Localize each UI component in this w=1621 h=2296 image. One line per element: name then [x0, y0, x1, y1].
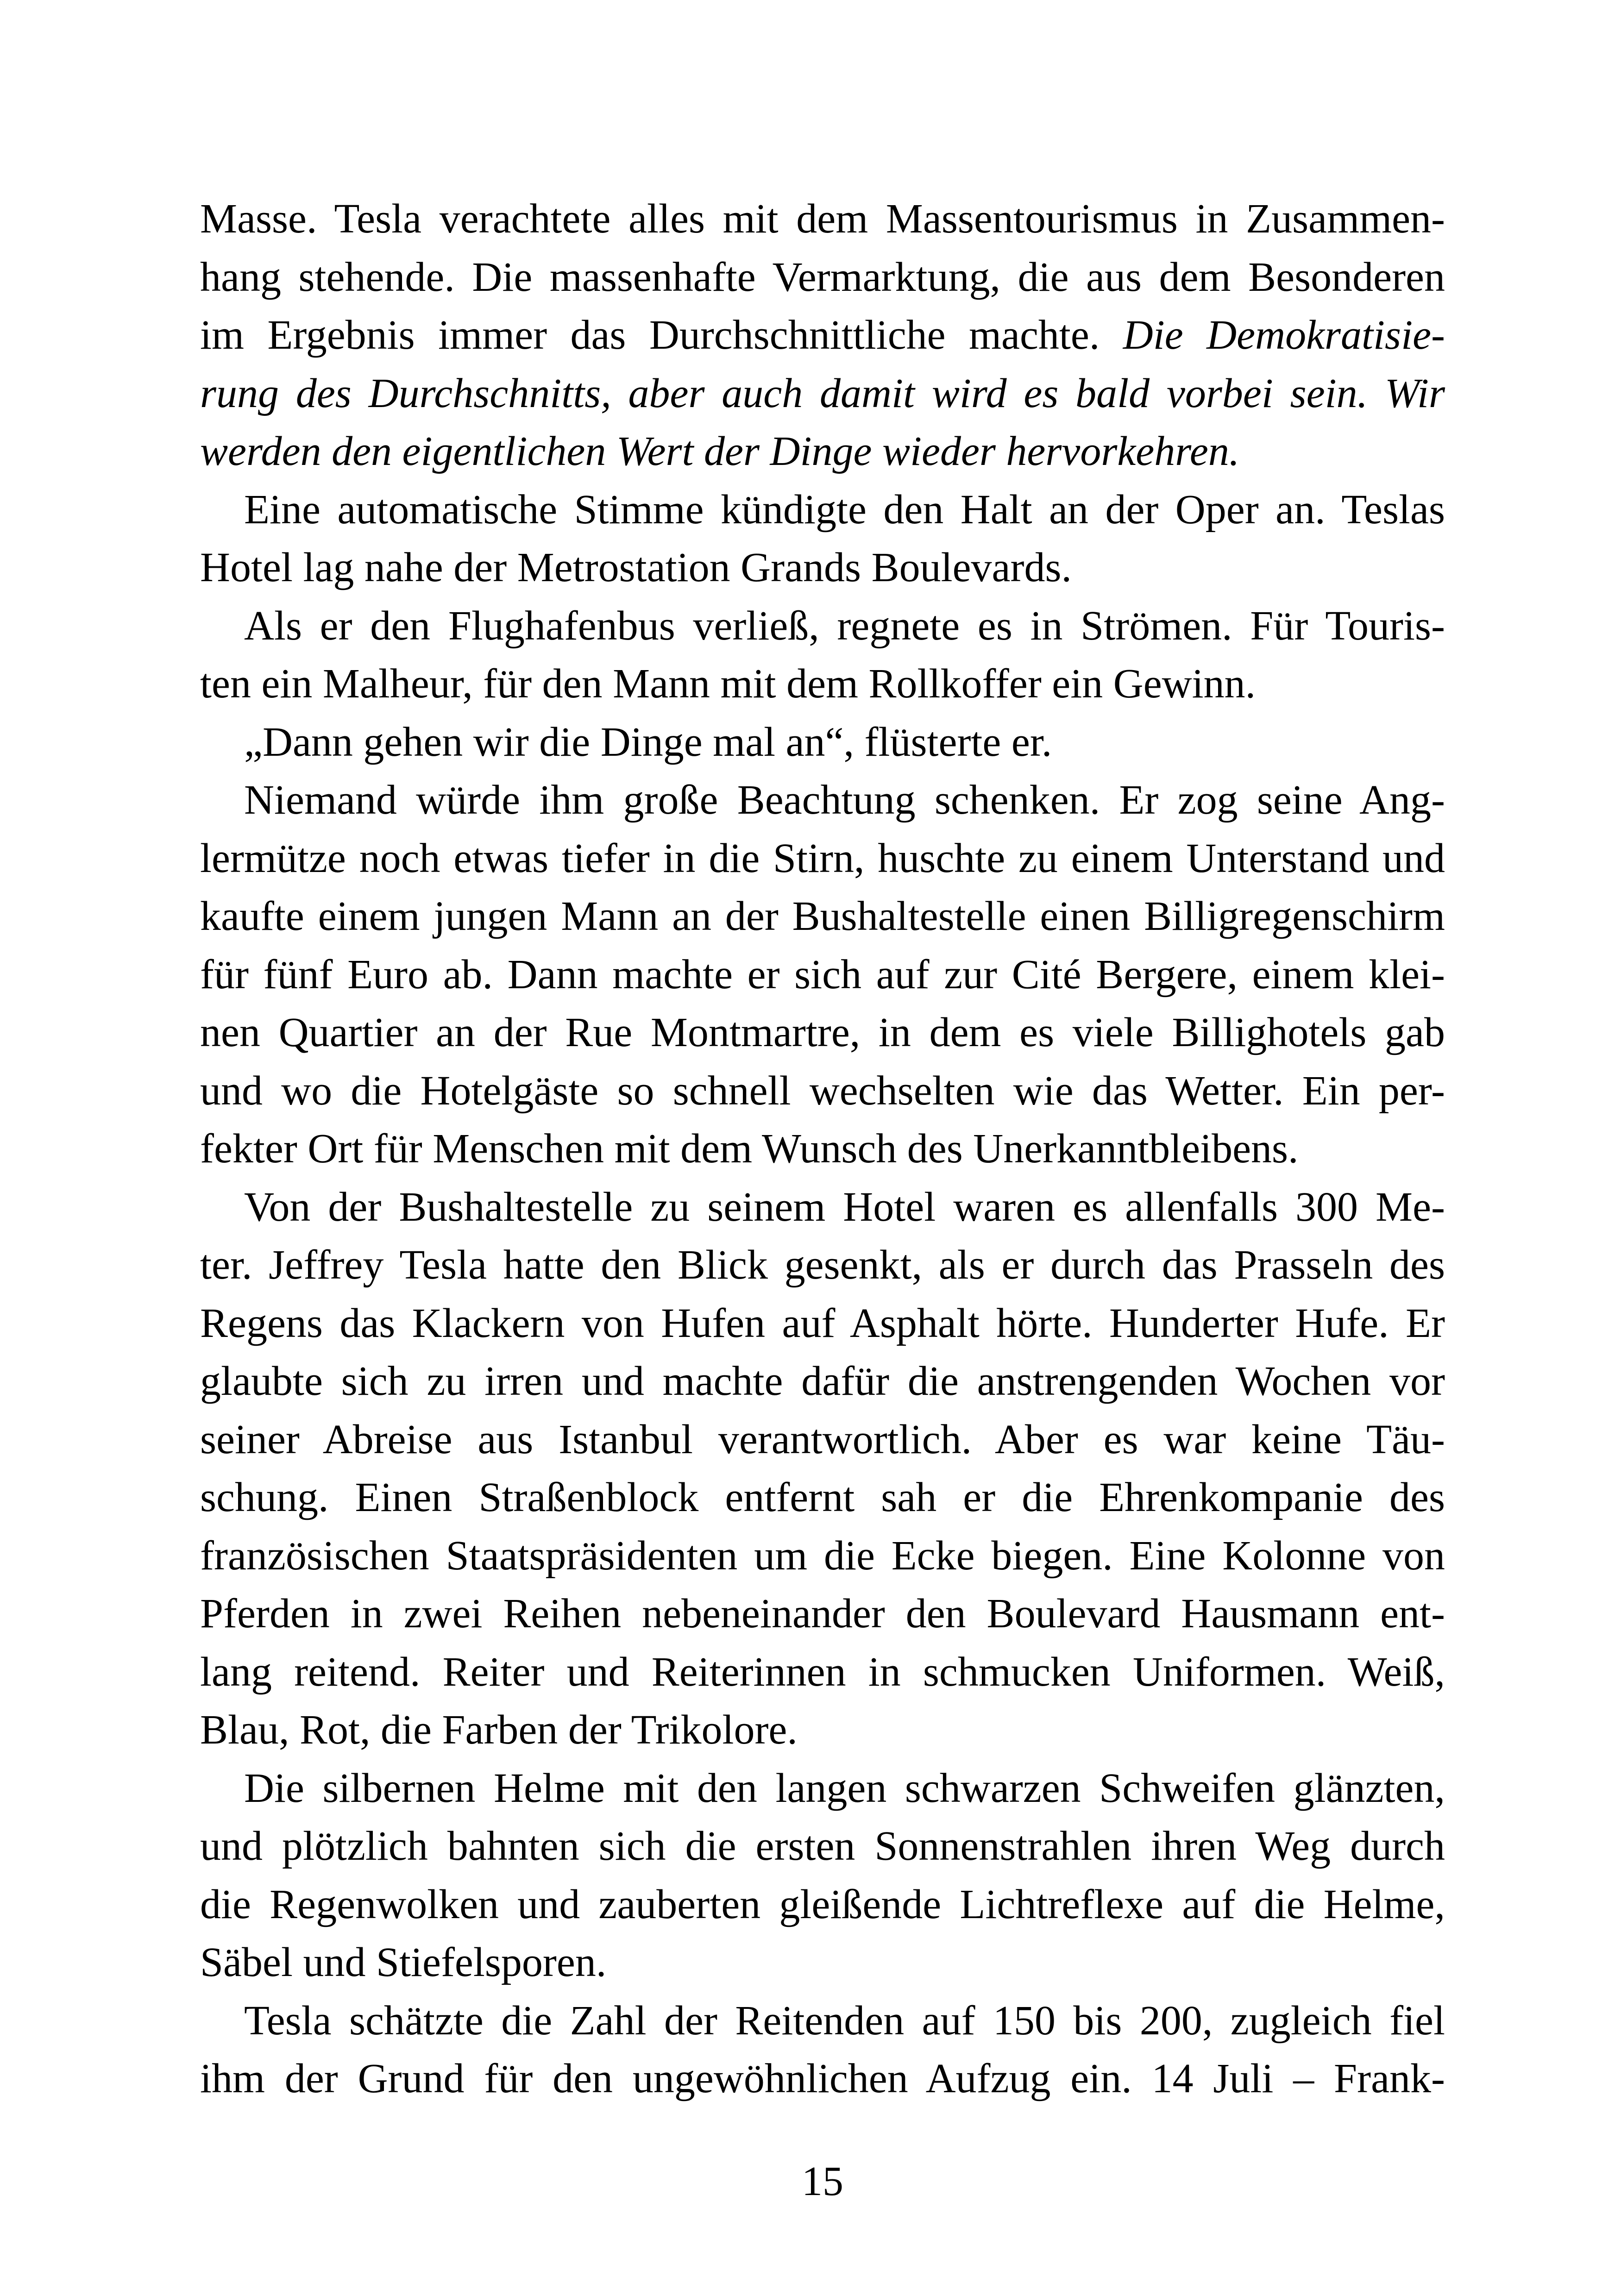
text-segment: ten ein Malheur, für den Mann mit dem Rollkoffer ein Gewinn. — [200, 661, 1256, 707]
text-segment: nen Quartier an der Rue Montmartre, in dem es viele Billighotels gab — [200, 1010, 1445, 1055]
text-segment: ihm der Grund für den ungewöhnlichen Aufzug ein. 14 Juli – Frank- — [200, 2056, 1445, 2102]
text-segment: für fünf Euro ab. Dann machte er sich auf zur Cité Bergere, einem klei- — [200, 951, 1445, 997]
text-line — [200, 1062, 1445, 1120]
text-segment: und plötzlich bahnten sich die ersten Sonnenstrahlen ihren Weg durch — [200, 1823, 1445, 1869]
italic-text-segment: Die Demokratisie- — [1123, 312, 1445, 358]
text-line — [200, 1468, 1445, 1527]
text-segment: Hotel lag nahe der Metrostation Grands Boulevards. — [200, 545, 1072, 590]
text-segment: seiner Abreise aus Istanbul verantwortlich. Aber es war keine Täu- — [200, 1416, 1445, 1462]
text-segment: Eine automatische Stimme kündigte den Halt an der Oper an. Teslas — [244, 486, 1445, 533]
text-line — [200, 422, 1445, 481]
text-segment: Die silbernen Helme mit den langen schwarzen Schweifen glänzten, — [244, 1765, 1445, 1811]
text-line — [200, 1411, 1445, 1469]
text-line — [200, 771, 1445, 829]
text-segment: Pferden in zwei Reihen nebeneinander den Boulevard Hausmann ent- — [200, 1591, 1445, 1637]
text-line — [200, 887, 1445, 946]
text-segment: Blau, Rot, die Farben der Trikolore. — [200, 1707, 798, 1753]
page-text — [200, 190, 1445, 2108]
text-segment: Masse. Tesla verachtete alles mit dem Massentourismus in Zusammen- — [200, 196, 1445, 242]
text-segment: im Ergebnis immer das Durchschnittliche machte. — [200, 312, 1123, 358]
text-line — [200, 1236, 1445, 1294]
text-segment: schung. Einen Straßenblock entfernt sah er die Ehrenkompanie des — [200, 1474, 1445, 1520]
text-line — [200, 1004, 1445, 1062]
text-segment: Tesla schätzte die Zahl der Reitenden auf 150 bis 200, zugleich fiel — [244, 1997, 1445, 2044]
text-line — [200, 1178, 1445, 1236]
text-line — [200, 1876, 1445, 1934]
text-segment: Von der Bushaltestelle zu seinem Hotel waren es allenfalls 300 Me- — [244, 1184, 1445, 1230]
text-segment: lang reitend. Reiter und Reiterinnen in schmucken Uniformen. Weiß, — [200, 1649, 1445, 1695]
text-line — [200, 1817, 1445, 1876]
text-line — [200, 1527, 1445, 1585]
text-line — [200, 1643, 1445, 1701]
text-line — [200, 713, 1445, 772]
text-line — [200, 539, 1445, 597]
page-number: 15 — [802, 2158, 843, 2204]
text-segment: lermütze noch etwas tiefer in die Stirn, huschte zu einem Unterstand und — [200, 835, 1445, 881]
text-segment: Säbel und Stiefelsporen. — [200, 1939, 607, 1985]
text-segment: glaubte sich zu irren und machte dafür die anstrengenden Wochen vor — [200, 1358, 1445, 1404]
text-segment: ter. Jeffrey Tesla hatte den Blick gesenkt, als er durch das Prasseln des — [200, 1242, 1445, 1288]
text-line — [200, 829, 1445, 888]
text-line — [200, 1352, 1445, 1411]
text-line — [200, 1120, 1445, 1178]
text-line — [200, 1759, 1445, 1818]
text-segment: und wo die Hotelgäste so schnell wechselten wie das Wetter. Ein per- — [200, 1067, 1445, 1114]
text-line — [200, 481, 1445, 539]
text-segment: „Dann gehen wir die Dinge mal an“, flüsterte er. — [244, 719, 1052, 765]
text-line — [200, 1933, 1445, 1992]
text-segment: Regens das Klackern von Hufen auf Asphalt hörte. Hunderter Hufe. Er — [200, 1300, 1445, 1346]
text-line — [200, 364, 1445, 423]
text-segment: die Regenwolken und zauberten gleißende Lichtreflexe auf die Helme, — [200, 1881, 1445, 1927]
text-segment: französischen Staatspräsidenten um die Ecke biegen. Eine Kolonne von — [200, 1532, 1445, 1579]
text-segment: hang stehende. Die massenhafte Vermarktung, die aus dem Besonderen — [200, 254, 1445, 300]
text-line — [200, 1294, 1445, 1353]
text-line — [200, 1701, 1445, 1759]
text-line — [200, 190, 1445, 248]
text-line — [200, 248, 1445, 307]
text-segment: fekter Ort für Menschen mit dem Wunsch des Unerkanntbleibens. — [200, 1126, 1299, 1172]
text-line — [200, 655, 1445, 713]
text-line — [200, 306, 1445, 364]
text-segment: Niemand würde ihm große Beachtung schenken. Er zog seine Ang- — [244, 777, 1445, 823]
text-line — [200, 2050, 1445, 2108]
text-segment: Als er den Flughafenbus verließ, regnete es in Strömen. Für Touris- — [244, 602, 1445, 649]
text-segment: kaufte einem jungen Mann an der Bushaltestelle einen Billigregenschirm — [200, 893, 1445, 939]
text-line — [200, 946, 1445, 1004]
italic-text-segment: werden den eigentlichen Wert der Dinge wieder hervorkehren. — [200, 428, 1240, 474]
text-line — [200, 1992, 1445, 2050]
italic-text-segment: rung des Durchschnitts, aber auch damit wird es bald vorbei sein. Wir — [200, 370, 1445, 416]
text-line — [200, 597, 1445, 655]
text-line — [200, 1585, 1445, 1643]
